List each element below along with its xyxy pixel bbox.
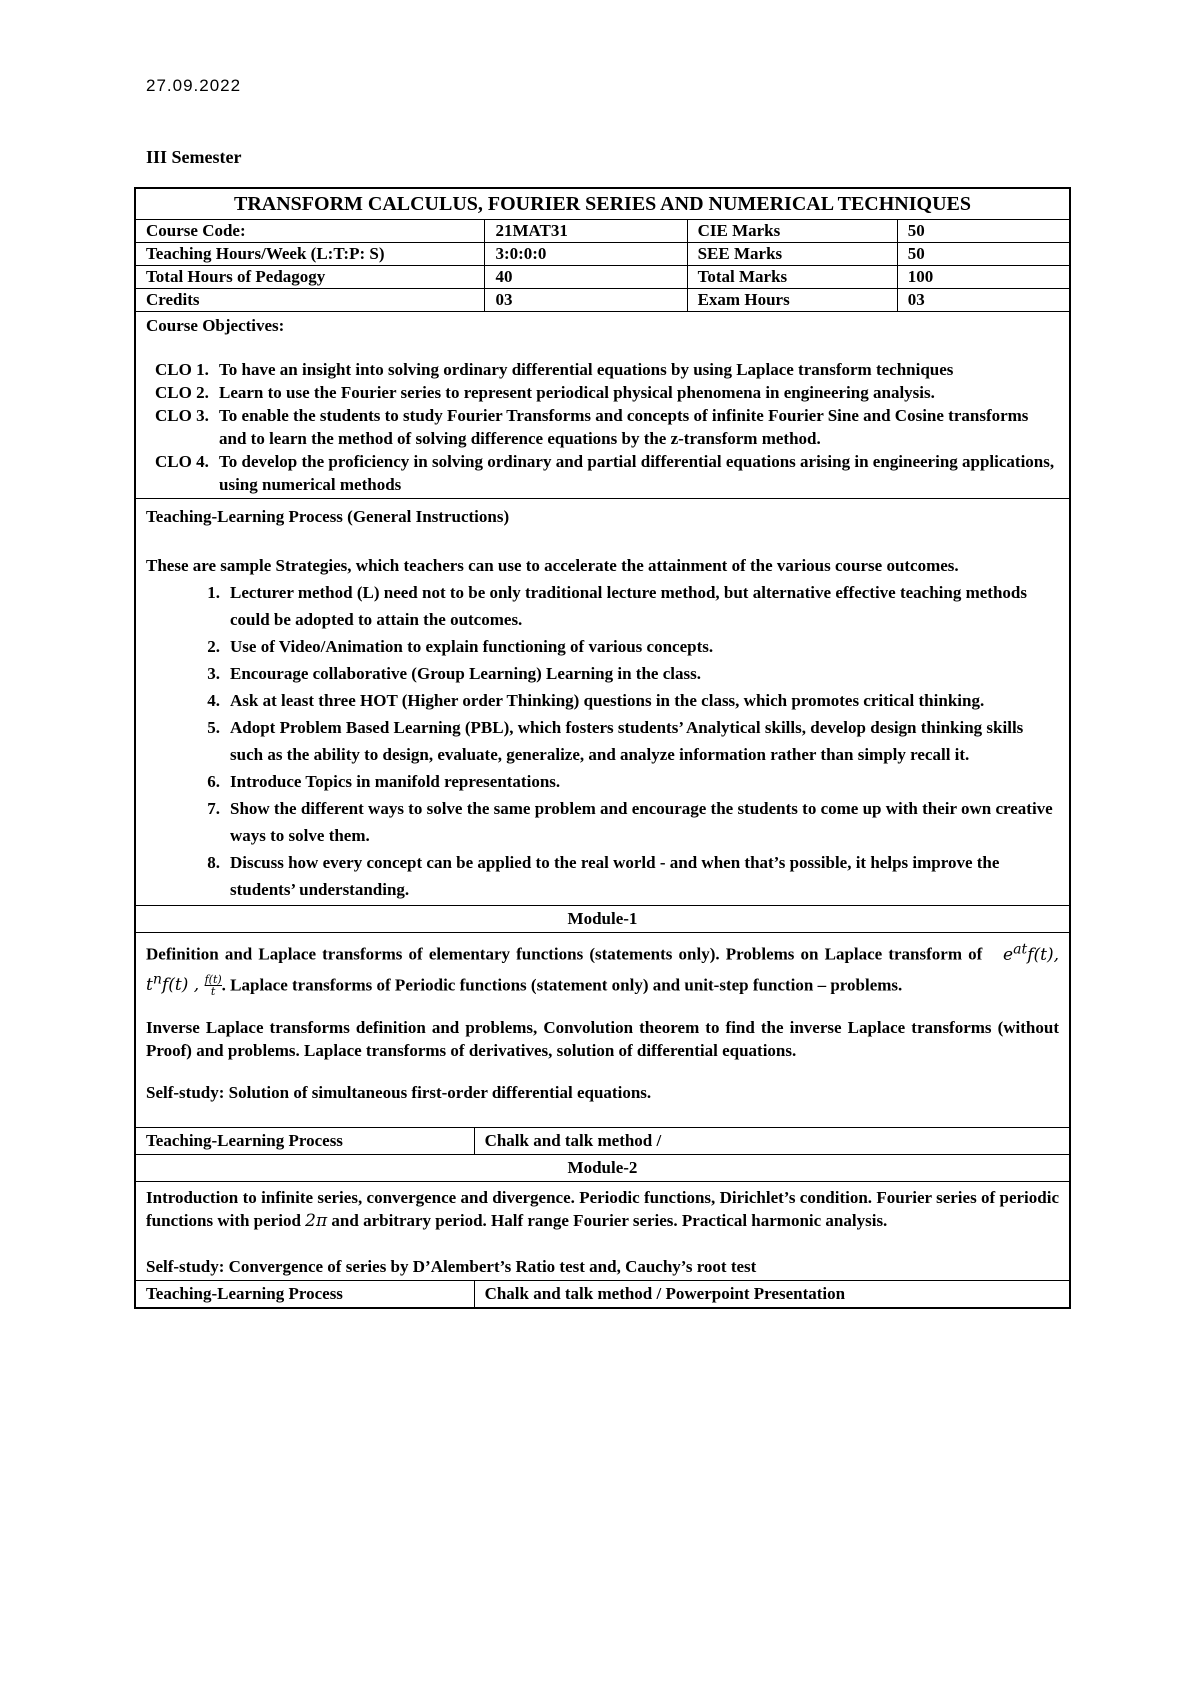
course-table <box>134 187 1071 1309</box>
total-marks-value: 100 <box>897 266 1069 288</box>
math-symbol: f(t) , <box>161 975 200 996</box>
clo-text: To have an insight into solving ordinary differential equations by using Laplace transform techniques <box>219 360 954 379</box>
list-text: Use of Video/Animation to explain functioning of various concepts. <box>230 637 714 656</box>
list-item <box>146 579 1059 633</box>
clo-code: CLO 4. <box>155 452 209 471</box>
list-item <box>146 660 1059 687</box>
course-objectives-heading: Course Objectives: <box>146 316 285 335</box>
list-item <box>146 795 1059 849</box>
list-item <box>146 633 1059 660</box>
course-code-value: 21MAT31 <box>484 220 686 242</box>
total-marks-label: Total Marks <box>687 266 897 288</box>
clo-text: To develop the proficiency in solving ordinary and partial differential equations arising in engineering applications, using numerical methods <box>219 452 1055 494</box>
teaching-learning-intro: These are sample Strategies, which teachers can use to accelerate the attainment of the various course outcomes. <box>146 556 959 575</box>
document-date: 27.09.2022 <box>146 76 242 95</box>
list-item <box>146 768 1059 795</box>
clo-code: CLO 3. <box>155 406 209 425</box>
fraction-numerator: f(t) <box>204 973 222 987</box>
list-text: Discuss how every concept can be applied to the real world - and when that’s possible, it helps improve the students’ understanding. <box>230 853 1000 899</box>
teaching-learning-section <box>136 499 1069 905</box>
teaching-hours-value: 3:0:0:0 <box>484 243 686 265</box>
list-text: Introduce Topics in manifold representations. <box>230 772 561 791</box>
course-objectives-section <box>136 312 1069 498</box>
clo-item <box>146 381 1059 404</box>
tlp-value: Chalk and talk method / Powerpoint Presentation <box>474 1281 1069 1307</box>
list-number: 4. <box>207 691 220 710</box>
exam-hours-value: 03 <box>897 289 1069 311</box>
cie-marks-value: 50 <box>897 220 1069 242</box>
module-2-heading: Module-2 <box>567 1158 638 1178</box>
module-2-self-study: Self-study: Convergence of series by D’Alembert’s Ratio test and, Cauchy’s root test <box>146 1257 757 1277</box>
see-marks-label: SEE Marks <box>687 243 897 265</box>
list-text: Show the different ways to solve the same problem and encourage the students to come up with their own creative ways to solve them. <box>230 799 1053 845</box>
list-number: 3. <box>207 664 220 683</box>
tlp-label: Teaching-Learning Process <box>146 1131 343 1151</box>
math-symbol: e <box>1003 944 1014 965</box>
clo-item <box>146 450 1059 496</box>
clo-item <box>146 358 1059 381</box>
teaching-learning-heading: Teaching-Learning Process (General Instructions) <box>146 507 510 526</box>
teaching-hours-label: Teaching Hours/Week (L:T:P: S) <box>146 244 385 263</box>
list-item <box>146 714 1059 768</box>
course-info-row <box>136 219 1069 242</box>
list-text: Lecturer method (L) need not to be only traditional lecture method, but alternative effective teaching methods could be adopted to attain the outcomes. <box>230 583 1027 629</box>
list-number: 5. <box>207 718 220 737</box>
list-item <box>146 849 1059 903</box>
module-2-content <box>136 1182 1069 1280</box>
course-info-row <box>136 265 1069 288</box>
list-number: 2. <box>207 637 220 656</box>
period-math: 2π <box>305 1211 328 1232</box>
module-1-content <box>136 933 1069 1127</box>
exam-hours-label: Exam Hours <box>687 289 897 311</box>
math-superscript: at <box>1013 941 1028 957</box>
semester-label: III Semester <box>146 147 242 167</box>
module-2-text: and arbitrary period. Half range Fourier series. Practical harmonic analysis. <box>331 1211 888 1231</box>
list-item <box>146 687 1059 714</box>
clo-code: CLO 2. <box>155 383 209 402</box>
list-number: 7. <box>207 799 220 818</box>
course-info-row <box>136 242 1069 265</box>
module-1-text: Definition and Laplace transforms of elementary functions (statements only). Problems on Laplace transform of <box>146 944 983 964</box>
clo-text: To enable the students to study Fourier Transforms and concepts of infinite Fourier Sine and Cosine transforms and to learn the method of solving difference equations by the z-transform method. <box>219 406 1029 448</box>
list-text: Encourage collaborative (Group Learning) Learning in the class. <box>230 664 701 683</box>
strategy-list <box>146 579 1059 903</box>
clo-code: CLO 1. <box>155 360 209 379</box>
module-1-heading: Module-1 <box>567 909 638 928</box>
course-code-label: Course Code: <box>146 221 246 240</box>
module-1-self-study: Self-study: Solution of simultaneous first-order differential equations. <box>146 1083 652 1103</box>
fraction <box>205 974 222 997</box>
list-number: 6. <box>207 772 220 791</box>
module-1-text: . Laplace transforms of Periodic functions (statement only) and unit-step function – problems. <box>221 975 903 995</box>
fraction-denominator: t <box>205 985 222 997</box>
module-1-paragraph: Inverse Laplace transforms definition and problems, Convolution theorem to find the inverse Laplace transforms (without Proof) and problems. Laplace transforms of derivatives, solution of differential equations. <box>146 1018 1059 1061</box>
list-number: 8. <box>207 853 220 872</box>
list-text: Ask at least three HOT (Higher order Thinking) questions in the class, which promotes critical thinking. <box>230 691 985 710</box>
credits-value: 03 <box>484 289 686 311</box>
clo-item <box>146 404 1059 450</box>
pedagogy-hours-label: Total Hours of Pedagogy <box>146 267 326 286</box>
clo-text: Learn to use the Fourier series to represent periodical physical phenomena in engineering analysis. <box>219 383 935 402</box>
tlp-value: Chalk and talk method / <box>474 1128 1069 1154</box>
math-symbol: f(t), t <box>146 944 1060 996</box>
pedagogy-hours-value: 40 <box>484 266 686 288</box>
see-marks-value: 50 <box>897 243 1069 265</box>
list-text: Adopt Problem Based Learning (PBL), which fosters students’ Analytical skills, develop design thinking skills such as the ability to design, evaluate, generalize, and analyze information rather than simply recall it. <box>230 718 1024 764</box>
course-info-row <box>136 288 1069 311</box>
tlp-label: Teaching-Learning Process <box>146 1284 343 1304</box>
credits-label: Credits <box>146 290 200 309</box>
module-2-text: Introduction to infinite series, convergence and divergence. Periodic functions, Dirichlet’s condition. Fourier series of periodic functions with period <box>146 1188 1059 1231</box>
cie-marks-label: CIE Marks <box>687 220 897 242</box>
list-number: 1. <box>207 583 220 602</box>
math-superscript: n <box>152 971 162 988</box>
course-title: TRANSFORM CALCULUS, FOURIER SERIES AND NUMERICAL TECHNIQUES <box>234 193 971 215</box>
